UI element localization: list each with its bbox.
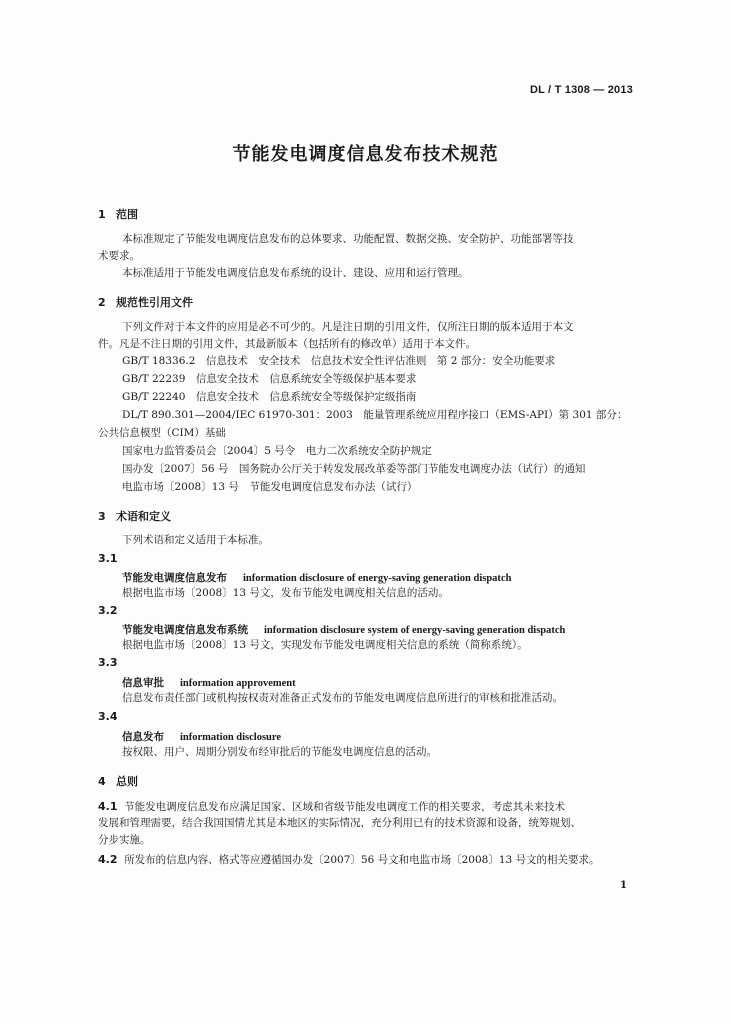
term-definition: 根据电监市场〔2008〕13 号文，实现发布节能发电调度相关信息的系统（简称系统）。 [122, 639, 528, 651]
term-heading: 信息发布 information disclosure [122, 731, 282, 743]
section-1-para1-line1: 本标准规定了节能发电调度信息发布的总体要求、功能配置、数据交换、安全防护、功能部署等技 [122, 233, 574, 245]
section-1-para2: 本标准适用于节能发电调度信息发布系统的设计、建设、应用和运行管理。 [122, 267, 469, 279]
term-heading: 信息审批 information approvement [122, 677, 296, 689]
clause-4-1-line2: 发展和管理需要，结合我国国情尤其是本地区的实际情况，充分利用已有的技术资源和设备，统筹规划、 [98, 817, 581, 829]
page-number: 1 [620, 880, 627, 891]
reference-item: DL/T 890.301—2004/IEC 61970-301：2003 能量管理系统应用程序接口（EMS-API）第 301 部分： [122, 409, 628, 421]
term-definition: 根据电监市场〔2008〕13 号文，发布节能发电调度相关信息的活动。 [122, 587, 449, 599]
section-1-heading: 1 范围 [98, 208, 138, 221]
term-number: 3.1 [98, 552, 118, 565]
term-heading: 节能发电调度信息发布 information disclosure of energy-saving generation dispatch [122, 572, 512, 584]
term-definition: 按权限、用户、周期分别发布经审批后的节能发电调度信息的活动。 [122, 746, 437, 758]
reference-item-continued: 公共信息模型（CIM）基础 [98, 427, 226, 439]
clause-4-2-line1: 4.2 所发布的信息内容、格式等应遵循国办发〔2007〕56 号文和电监市场〔2008〕13 号文的相关要求。 [98, 853, 600, 866]
section-2-intro-line2: 件。凡是不注日期的引用文件，其最新版本（包括所有的修改单）适用于本文件。 [98, 338, 476, 350]
section-2-intro-line1: 下列文件对于本文件的应用是必不可少的。凡是注日期的引用文件，仅所注日期的版本适用于本文 [122, 321, 574, 333]
section-3-heading: 3 术语和定义 [98, 510, 171, 523]
section-4-heading: 4 总则 [98, 775, 138, 788]
section-2-heading: 2 规范性引用文件 [98, 296, 193, 309]
reference-item: 国办发〔2007〕56 号 国务院办公厅关于转发发展改革委等部门节能发电调度办法（试行）的通知 [122, 463, 586, 475]
term-number: 3.2 [98, 604, 118, 617]
term-heading: 节能发电调度信息发布系统 information disclosure system of energy-saving generation dispatch [122, 624, 566, 636]
term-number: 3.4 [98, 710, 118, 723]
section-1-para1-line2: 术要求。 [98, 250, 140, 262]
reference-item: 电监市场〔2008〕13 号 节能发电调度信息发布办法（试行） [122, 481, 418, 493]
reference-item: 国家电力监管委员会〔2004〕5 号令 电力二次系统安全防护规定 [122, 445, 432, 457]
term-definition: 信息发布责任部门或机构按权责对准备正式发布的节能发电调度信息所进行的审核和批准活动。 [122, 692, 563, 704]
clause-4-1-line3: 分步实施。 [98, 834, 151, 846]
term-number: 3.3 [98, 656, 118, 669]
reference-item: GB/T 22240 信息安全技术 信息系统安全等级保护定级指南 [122, 391, 417, 403]
clause-4-1-line1: 4.1 节能发电调度信息发布应满足国家、区域和省级节能发电调度工作的相关要求，考虑其未来技术 [98, 800, 566, 813]
reference-item: GB/T 18336.2 信息技术 安全技术 信息技术安全性评估准则 第 2 部分：安全功能要求 [122, 355, 556, 367]
reference-item: GB/T 22239 信息安全技术 信息系统安全等级保护基本要求 [122, 373, 417, 385]
standard-number: DL / T 1308 — 2013 [529, 84, 633, 96]
document-title: 节能发电调度信息发布技术规范 [232, 144, 499, 165]
section-3-intro: 下列术语和定义适用于本标准。 [122, 534, 269, 546]
